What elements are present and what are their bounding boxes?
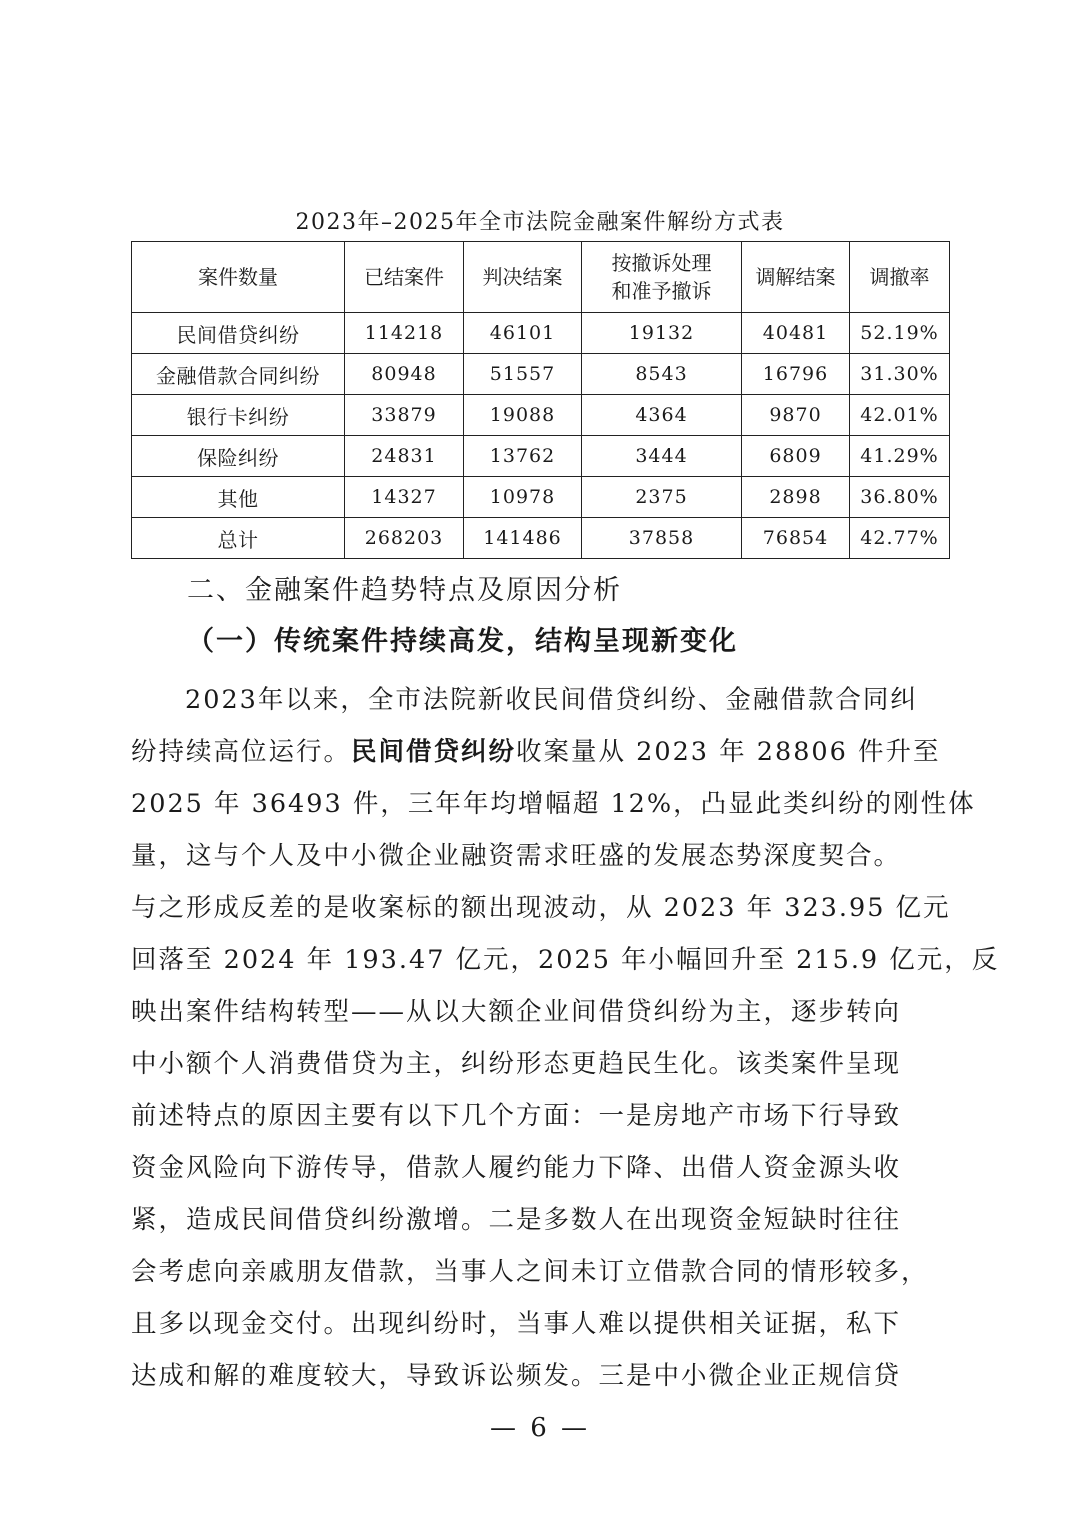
cell-withdrawal: 4364 [582,395,742,436]
cell-withdrawal: 8543 [582,354,742,395]
paragraph-line: 资金风险向下游传导，借款人履约能力下降、出借人资金源头收 [131,1153,902,1183]
header-case-count: 案件数量 [132,242,345,313]
cell-withdrawal: 37858 [582,518,742,559]
table-row [132,436,950,477]
case-resolution-table [131,241,950,559]
body-text [131,674,1000,1402]
paragraph-line: 与之形成反差的是收案标的额出现波动，从 2023 年 323.95 亿元 [131,893,951,923]
paragraph-line: 2023年以来，全市法院新收民间借贷纠纷、金融借款合同纠 [185,685,918,715]
bold-term: 民间借贷纠纷 [351,737,517,767]
cell-judgment: 51557 [464,354,582,395]
cell-closed: 80948 [345,354,464,395]
table-row [132,395,950,436]
cell-mediation: 16796 [742,354,850,395]
header-closed-cases: 已结案件 [345,242,464,313]
cell-judgment: 19088 [464,395,582,436]
paragraph-line: 2025 年 36493 件，三年年均增幅超 12%，凸显此类纠纷的刚性体 [131,789,976,819]
cell-mediation: 9870 [742,395,850,436]
row-label: 总计 [132,518,345,559]
cell-rate: 36.80% [850,477,950,518]
cell-mediation: 2898 [742,477,850,518]
cell-withdrawal: 3444 [582,436,742,477]
cell-closed: 14327 [345,477,464,518]
paragraph-line: 映出案件结构转型——从以大额企业间借贷纠纷为主，逐步转向 [131,997,902,1027]
paragraph-line [131,726,951,778]
cell-withdrawal: 2375 [582,477,742,518]
header-rate: 调撤率 [850,242,950,313]
table-total-row [132,518,950,559]
cell-closed: 114218 [345,313,464,354]
cell-closed: 33879 [345,395,464,436]
table-row [132,354,950,395]
table-header-row [132,242,950,313]
paragraph-line: 中小额个人消费借贷为主，纠纷形态更趋民生化。该类案件呈现 [131,1049,902,1079]
row-label: 其他 [132,477,345,518]
header-judgment: 判决结案 [464,242,582,313]
header-withdrawal-line2: 和准予撤诉 [611,279,712,303]
table-row [132,477,950,518]
cell-judgment: 10978 [464,477,582,518]
paragraph-line: 回落至 2024 年 193.47 亿元，2025 年小幅回升至 215.9 亿元，反 [131,945,1000,975]
paragraph-line: 且多以现金交付。出现纠纷时，当事人难以提供相关证据，私下 [131,1309,902,1339]
cell-rate: 52.19% [850,313,950,354]
cell-rate: 42.77% [850,518,950,559]
table-title: 2023年–2025年全市法院金融案件解纷方式表 [295,210,785,235]
cell-mediation: 40481 [742,313,850,354]
paragraph-line: 前述特点的原因主要有以下几个方面：一是房地产市场下行导致 [131,1101,902,1131]
cell-mediation: 76854 [742,518,850,559]
row-label: 银行卡纠纷 [132,395,345,436]
text-run: 纷持续高位运行。 [131,737,352,767]
page-number: — 6 — [489,1413,591,1443]
subsection-heading: （一）传统案件持续高发，结构呈现新变化 [187,626,738,657]
section-heading: 二、金融案件趋势特点及原因分析 [187,575,622,606]
row-label: 民间借贷纠纷 [132,313,345,354]
text-run: 收案量从 2023 年 28806 件升至 [516,737,941,767]
cell-withdrawal: 19132 [582,313,742,354]
paragraph-line: 量，这与个人及中小微企业融资需求旺盛的发展态势深度契合。 [131,841,902,871]
header-withdrawal-line1: 按撤诉处理 [611,251,712,275]
cell-closed: 24831 [345,436,464,477]
cell-rate: 42.01% [850,395,950,436]
cell-closed: 268203 [345,518,464,559]
row-label: 金融借款合同纠纷 [132,354,345,395]
table-row [132,313,950,354]
header-withdrawal [582,242,742,313]
cell-judgment: 46101 [464,313,582,354]
paragraph-line: 会考虑向亲戚朋友借款，当事人之间未订立借款合同的情形较多， [131,1257,929,1287]
cell-judgment: 141486 [464,518,582,559]
row-label: 保险纠纷 [132,436,345,477]
paragraph-line: 达成和解的难度较大，导致诉讼频发。三是中小微企业正规信贷 [131,1361,902,1391]
cell-mediation: 6809 [742,436,850,477]
paragraph-line: 紧，造成民间借贷纠纷激增。二是多数人在出现资金短缺时往往 [131,1205,902,1235]
cell-rate: 31.30% [850,354,950,395]
cell-rate: 41.29% [850,436,950,477]
header-mediation: 调解结案 [742,242,850,313]
cell-judgment: 13762 [464,436,582,477]
